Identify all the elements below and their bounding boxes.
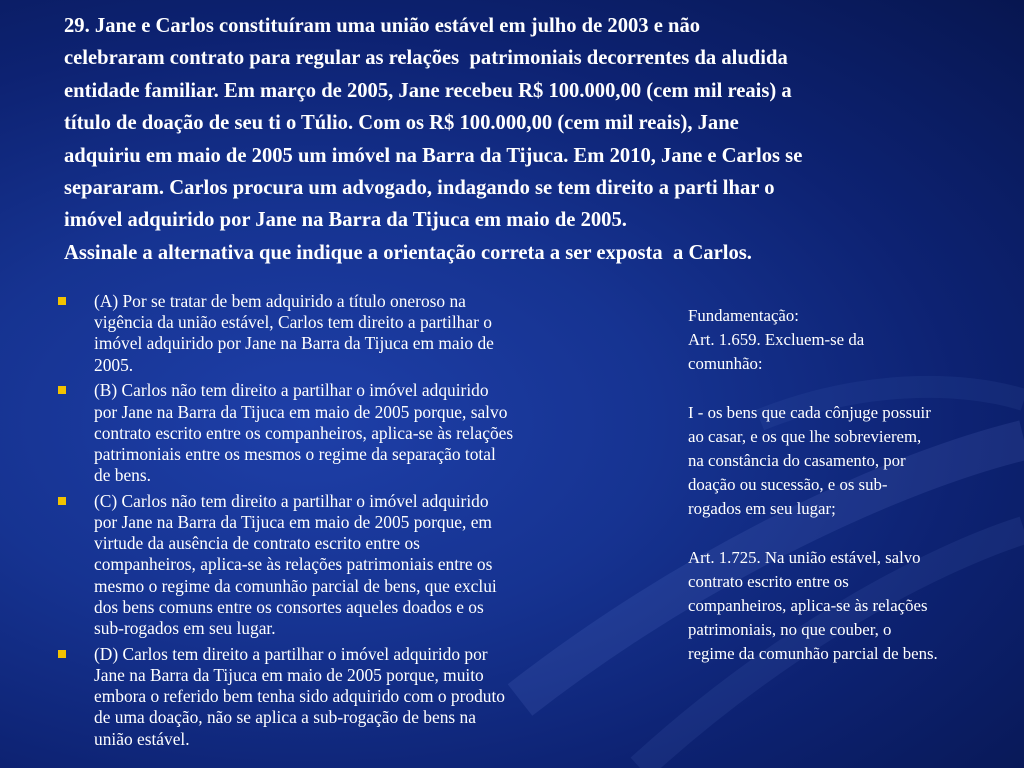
question-line: imóvel adquirido por Jane na Barra da Tijuca em maio de 2005.: [64, 209, 627, 232]
art-1659-item-line: doação ou sucessão, e os sub-: [688, 475, 888, 495]
art-1659-item-line: I - os bens que cada cônjuge possuir: [688, 402, 931, 422]
question-instruction: Assinale a alternativa que indique a orientação correta a ser exposta a Carlos.: [64, 241, 752, 264]
option-line: vigência da união estável, Carlos tem direito a partilhar o: [94, 312, 492, 333]
art-1659-item-line: ao casar, e os que lhe sobrevierem,: [688, 426, 922, 446]
art-1659-line: Art. 1.659. Excluem-se da: [688, 330, 865, 350]
option-line: (B) Carlos não tem direito a partilhar o imóvel adquirido: [94, 380, 489, 401]
question-line: entidade familiar. Em março de 2005, Jane recebeu R$ 100.000,00 (cem mil reais) a: [64, 79, 792, 102]
option-line: embora o referido bem tenha sido adquirido com o produto: [94, 686, 505, 707]
option-line: mesmo o regime da comunhão parcial de bens, que exclui: [94, 575, 497, 596]
art-1725-line: patrimoniais, no que couber, o: [688, 620, 892, 640]
question-line: 29. Jane e Carlos constituíram uma união estável em julho de 2003 e não: [64, 15, 701, 37]
art-1725-line: Art. 1.725. Na união estável, salvo: [688, 547, 921, 567]
option-line: por Jane na Barra da Tijuca em maio de 2005 porque, salvo: [94, 401, 508, 422]
square-bullet-icon: [58, 650, 66, 658]
option-line: companheiros, aplica-se às relações patrimoniais entre os: [94, 554, 493, 575]
square-bullet-icon: [58, 497, 66, 505]
question-line: adquiriu em maio de 2005 um imóvel na Barra da Tijuca. Em 2010, Jane e Carlos se: [64, 144, 803, 167]
option-a: [58, 291, 628, 376]
option-line: de uma doação, não se aplica a sub-rogação de bens na: [94, 707, 476, 728]
square-bullet-icon: [58, 386, 66, 394]
option-line: imóvel adquirido por Jane na Barra da Tijuca em maio de: [94, 333, 494, 354]
art-1659-item-line: rogados em seu lugar;: [688, 499, 836, 519]
art-1725-line: companheiros, aplica-se às relações: [688, 596, 928, 616]
option-line: patrimoniais entre os mesmos o regime da separação total: [94, 443, 496, 464]
option-line: por Jane na Barra da Tijuca em maio de 2005 porque, em: [94, 512, 492, 533]
option-line: contrato escrito entre os companheiros, aplica-se às relações: [94, 422, 514, 443]
question-line: celebraram contrato para regular as relações patrimoniais decorrentes da aludida: [64, 47, 788, 70]
art-1659-line: comunhão:: [688, 354, 763, 374]
option-line: dos bens comuns entre os consortes aqueles doados e os: [94, 596, 484, 617]
option-line: virtude da ausência de contrato escrito entre os: [94, 533, 420, 554]
fundamentacao-panel: [688, 304, 1018, 667]
option-b: [58, 380, 628, 486]
option-line: união estável.: [94, 728, 190, 749]
fundamentacao-heading: Fundamentação:: [688, 306, 799, 325]
art-1725-line: contrato escrito entre os: [688, 571, 849, 591]
square-bullet-icon: [58, 297, 66, 305]
option-line: (A) Por se tratar de bem adquirido a título oneroso na: [94, 291, 466, 311]
question-line: título de doação de seu ti o Túlio. Com os R$ 100.000,00 (cem mil reais), Jane: [64, 112, 739, 135]
art-1659-item-line: na constância do casamento, por: [688, 451, 906, 471]
option-line: (D) Carlos tem direito a partilhar o imóvel adquirido por: [94, 643, 488, 664]
option-line: Jane na Barra da Tijuca em maio de 2005 porque, muito: [94, 664, 484, 685]
question-text: [64, 10, 1014, 269]
art-1725-line: regime da comunhão parcial de bens.: [688, 644, 938, 664]
option-line: 2005.: [94, 354, 134, 375]
option-line: de bens.: [94, 465, 151, 486]
option-d: [58, 644, 628, 750]
answer-options-list: [58, 291, 628, 754]
option-line: (C) Carlos não tem direito a partilhar o imóvel adquirido: [94, 490, 489, 511]
question-line: separaram. Carlos procura um advogado, indagando se tem direito a parti lhar o: [64, 177, 775, 200]
option-c: [58, 491, 628, 639]
option-line: sub-rogados em seu lugar.: [94, 618, 276, 639]
